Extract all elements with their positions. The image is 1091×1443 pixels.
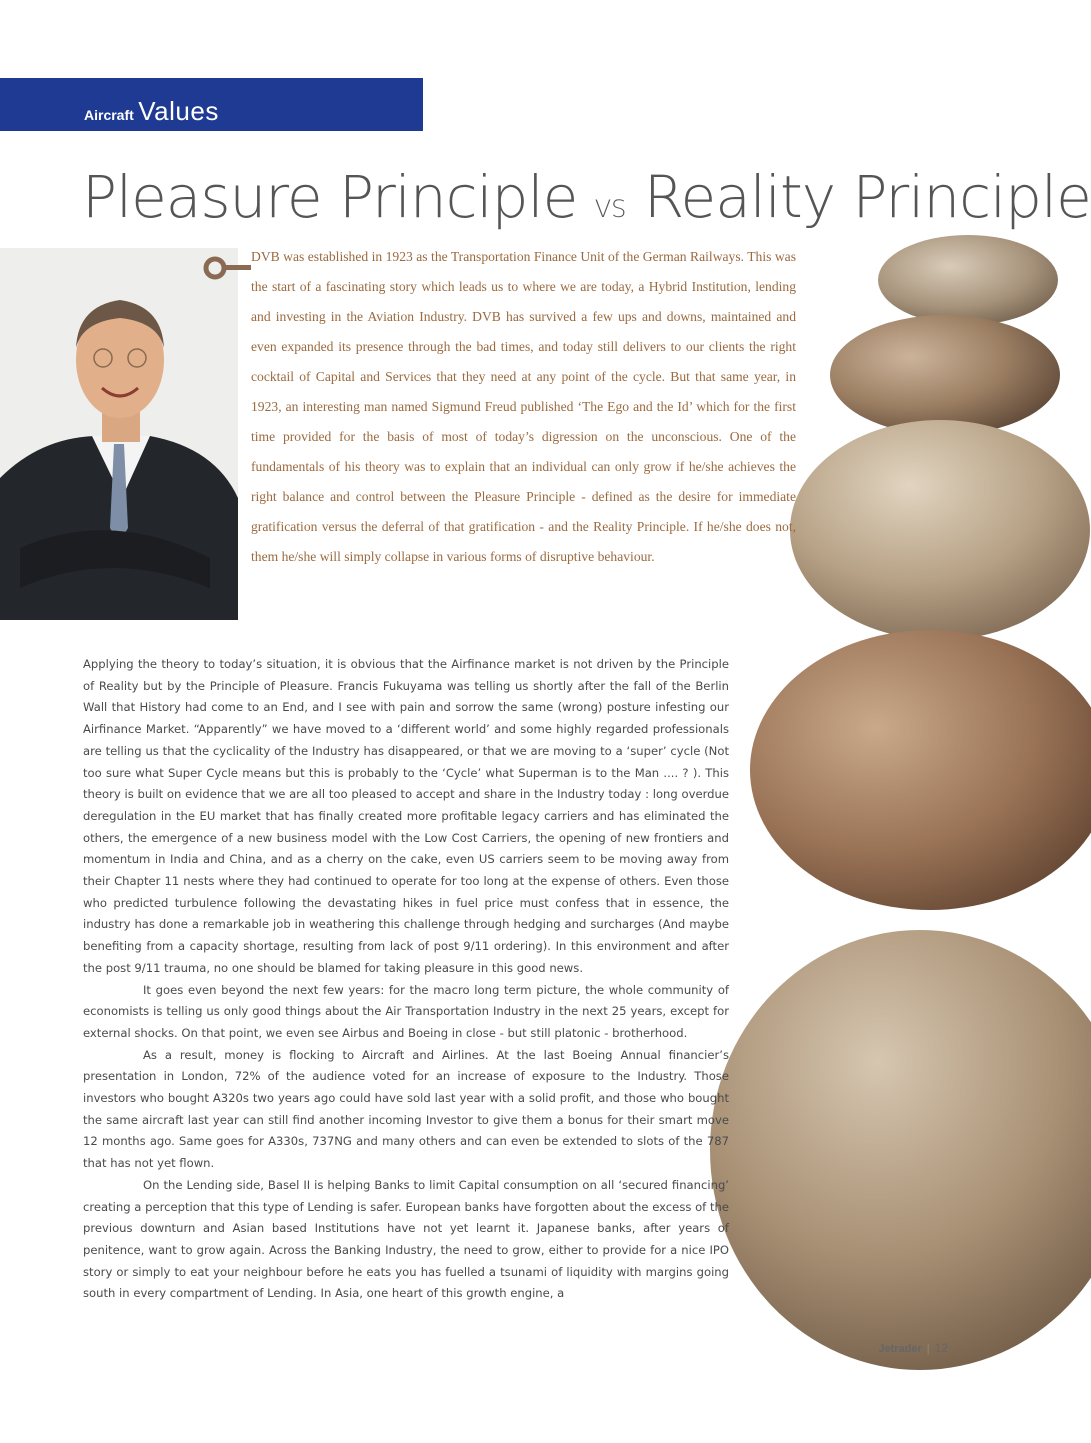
magazine-name: Jetrader [878,1343,922,1355]
title-part-1: Pleasure Principle [82,163,578,231]
section-label [84,96,219,127]
body-paragraph-3: As a result, money is flocking to Aircraft and Airlines. At the last Boeing Annual financier’s presentation in London, 72% of the audience voted for an increase of exposure to the Industry. Those investors who bought A320s two years ago could have sold last year with a solid profit, and those who bought the same aircraft last year can still find another incoming Investor to give them a bonus for their smart move 12 months ago. Same goes for A330s, 737NG and many others and can even be extended to slots of the 787 that has not yet flown. [83,1047,729,1171]
body-paragraph-4: On the Lending side, Basel II is helping Banks to limit Capital consumption on all ‘secured financing’ creating a perception that this type of Lending is safer. European banks have forgotten about the excess of the previous downturn and Asian based Institutions have not yet learnt it. Japanese banks, after years of penitence, want to grow again. Across the Banking Industry, the need to grow, either to provide for a nice IPO story or simply to eat your neighbour before he eats you has fuelled a tsunami of liquidity with margins going south in every compartment of Lending. In Asia, one heart of this growth engine, a [83,1177,729,1301]
article-body [83,654,729,1305]
title-part-2: Reality Principle [643,163,1091,231]
title-vs: VS [594,195,627,223]
body-paragraph-2: It goes even beyond the next few years: for the macro long term picture, the whole community of economists is telling us only good things about the Air Transportation Industry in the next 25 years, except for external shocks. On that point, we even see Airbus and Boeing in close - but still platonic - brotherhood. [83,982,729,1040]
section-label-light: Values [138,96,219,126]
body-paragraph-1: Applying the theory to today’s situation, it is obvious that the Airfinance market is not driven by the Principle of Reality but by the Principle of Pleasure. Francis Fukuyama was telling us shortly after the fall of the Berlin Wall that History had come to an End, and I see with pain and sorrow the same (wrong) posture infesting our Airfinance Market. “Apparently” we have moved to a ‘different world’ and some highly regarded professionals are telling us that the cyclicality of the Industry has disappeared, or that we are moving to a ‘super’ cycle (Not too sure what Super Cycle means but this is probably to the ‘Cycle’ what Superman is to the Man .... ? ). This theory is built on evidence that we are all too pleased to accept and share in the Industry today : long overdue deregulation in the EU market that has finally created more profitable legacy carriers and has eliminated the others, the emergence of a new business model with the Low Cost Carriers, the opening of new frontiers and momentum in India and China, and as a cherry on the cake, even US carriers seem to be moving away from their Chapter 11 nests where they had continued to operate for too long at the expense of others. Even those who predicted turbulence following the devastating hikes in fuel price must confess that in essence, the industry has done a remarkable job in weathering this challenge through hedging and surcharges (And maybe benefiting from a capacity shortage, resulting from lack of post 9/11 ordering). In this environment and after the post 9/11 trauma, no one should be blamed for taking pleasure in this good news. [83,657,729,975]
key-ornament-icon [203,254,251,284]
intro-paragraph [251,242,796,572]
page-footer [878,1341,948,1355]
author-portrait [0,248,238,620]
section-label-strong: Aircraft [84,107,134,123]
intro-text: DVB was established in 1923 as the Transportation Finance Unit of the German Railways. This was the start of a fascinating story which leads us to where we are today, a Hybrid Institution, lending and investing in the Aviation Industry. DVB has survived a few ups and downs, maintained and even expanded its presence through the bad times, and today still delivers to our clients the right cocktail of Capital and Services that they need at any point of the cycle. But that same year, in 1923, an interesting man named Sigmund Freud published ‘The Ego and the Id’ which for the first time provided for the basis of most of today’s digression on the unconscious. One of the fundamentals of his theory was to explain that an individual can only grow if he/she achieves the right balance and control between the Pleasure Principle - defined as the desire for immediate gratification versus the deferral of that gratification - and the Reality Principle. If he/she does not, them he/she will simply collapse in various forms of disruptive behaviour. [251,249,796,564]
page-number: 12 [934,1341,948,1355]
footer-separator: | [926,1343,930,1355]
